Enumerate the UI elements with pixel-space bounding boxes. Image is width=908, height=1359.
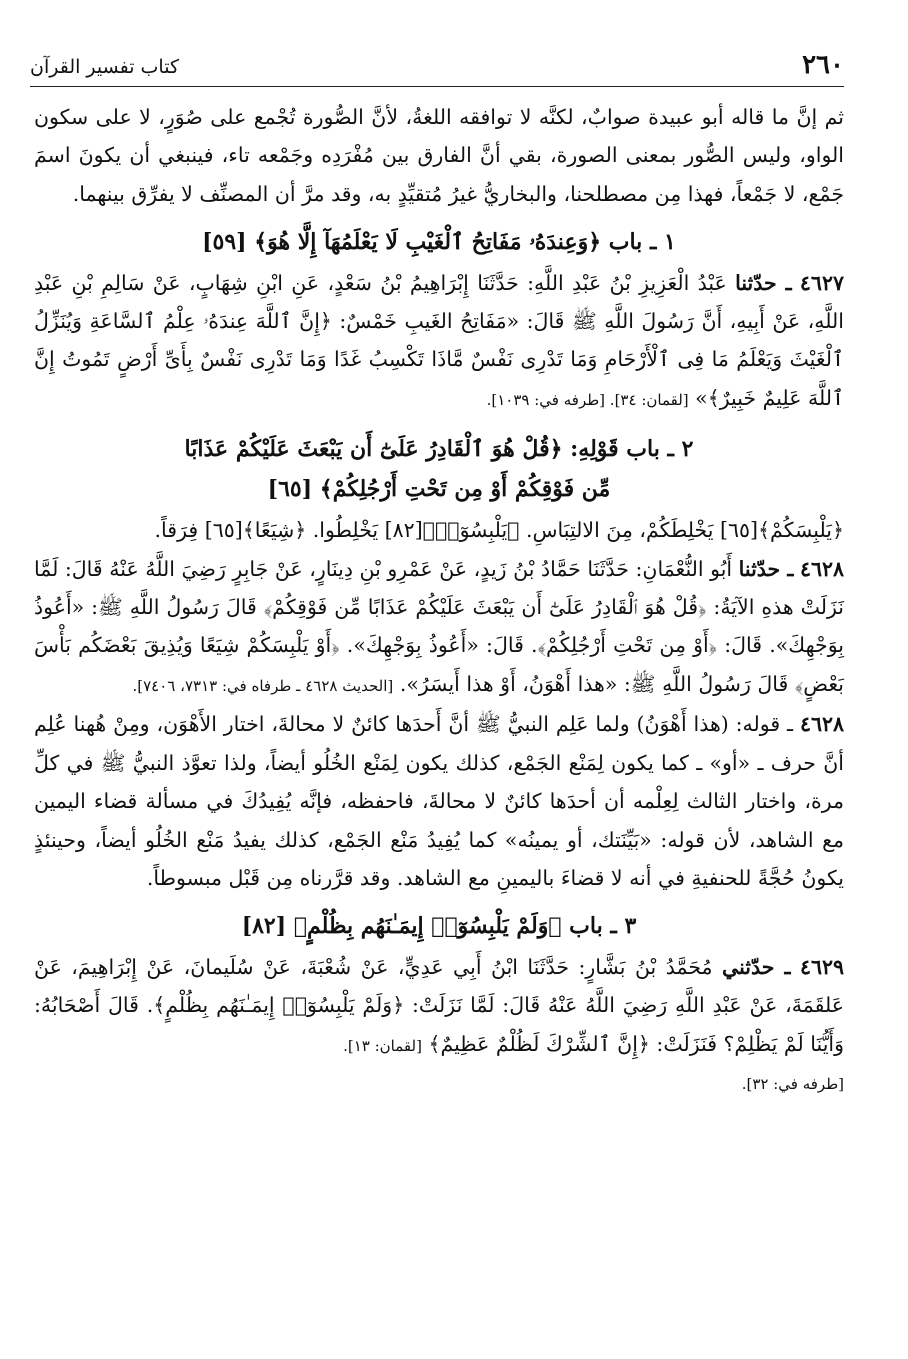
hadith-narration-opener: ـ حدّثنا — [738, 556, 794, 581]
commentary-text: ـ قوله: (هذا أَهْوَنُ) ولما عَلِم النبيُّ ﷺ أنَّ أَحدَها كائنٌ لا محالةَ، اختار الأَهْوَن، ومِنْ هُهنا عُلِم أنَّ حرف ـ «أو» ـ كما يكون لِمَنْع الجَمْع، كذلك يكون لِمَنْع الخُلُو أيضاً، ولذا تعوَّذ النبيُّ ﷺ في كلِّ مرة، واختار الثالث لِعِلْمه أن أحدَها كائنٌ لا محالةَ، فاحفظه، فإنَّه يُفِيدُكَ في مسألة قضاء اليمين مع الشاهد، لأن قوله: «بَيِّنَتك، أو يمينُه» كما يُفِيدُ مَنْع الجَمْع، كذلك يفيدُ مَنْع الخُلُو أيضاً، وحينئذٍ يكونُ حُجَّةً للحنفيةِ في أنه لا قضاءَ باليمينِ مع الشاهد. وقد قرَّرناه مِن قَبْل مبسوطاً. — [34, 712, 844, 890]
chapter-heading-3: ٣ ـ باب ﴿وَلَمْ يَلْبِسُوٓا۟ إِيمَـٰنَهُم بِظُلْمٍ﴾ [٨٢] — [241, 913, 637, 940]
page-header — [30, 46, 844, 87]
hadith-number: ٤٦٢٩ — [799, 954, 844, 979]
hadith-4627 — [34, 264, 844, 420]
word-gloss: ﴿يَلْبِسَكُمْ﴾[٦٥] يَخْلِطَكُمْ، مِنَ الالتِبَاسِ. ﴿يَلْبِسُوٓا۟﴾[٨٢] يَخْلِطُوا. ﴿شِيَعًا﴾[٦٥] فِرَقاً. — [154, 518, 844, 543]
chapter-heading-1: ١ ـ باب ﴿وَعِندَهُۥ مَفَاتِحُ ٱلْغَيْبِ لَا يَعْلَمُهَآ إِلَّا هُوَ﴾ [٥٩] — [202, 229, 676, 256]
page-number: ٢٦٠ — [802, 50, 844, 80]
hadith-reference: [لقمان: ١٣]. — [343, 1036, 422, 1055]
hadith-cross-reference: [طرفه في: ٣٢]. — [741, 1074, 844, 1093]
hadith-text: عَبْدُ الْعَزِيزِ بْنُ عَبْدِ اللَّهِ: حَدَّثَنَا إِبْرَاهِيمُ بْنُ سَعْدٍ، عَنِ ابْنِ شِهَابٍ، عَنْ سَالِمِ بْنِ عَبْدِ اللَّهِ، عَنْ أَبِيهِ، أَنَّ رَسُولَ اللَّهِ ﷺ قَالَ: «مَفَاتِحُ الغَيبِ خَمْسٌ: ﴿إِنَّ ٱللَّهَ عِندَهُۥ عِلْمُ ٱلسَّاعَةِ وَيُنَزِّلُ ٱلْغَيْثَ وَيَعْلَمُ مَا فِى ٱلْأَرْحَامِ وَمَا تَدْرِى نَفْسٌ مَّاذَا تَكْسِبُ غَدًا وَمَا تَدْرِى نَفْسٌ بِأَىِّ أَرْضٍ تَمُوتُ إِنَّ ٱللَّهَ عَلِيمٌ خَبِيرٌ﴾» — [34, 270, 844, 410]
page-body — [34, 98, 844, 1103]
hadith-number: ٤٦٢٧ — [799, 270, 844, 295]
hadith-number: ٤٦٢٨ — [799, 556, 844, 581]
chapter-heading-2-line-1: ٢ ـ باب قَوْلِهِ: ﴿قُلْ هُوَ ٱلْقَادِرُ عَلَىٰٓ أَن يَبْعَثَ عَلَيْكُمْ عَذَابًا — [184, 436, 694, 463]
hadith-4628 — [34, 550, 844, 706]
book-title: كتاب تفسير القرآن — [30, 56, 179, 78]
hadith-narration-opener: ـ حدّثني — [721, 954, 791, 979]
hadith-narration-opener: ـ حدّثنا — [735, 270, 792, 295]
intro-paragraph: ثم إنَّ ما قاله أبو عبيدة صوابٌ، لكنَّه لا توافقه اللغةُ، لأنَّ الصُّورة تُجْمع على صُوَرٍ، لا على سكون الواو، وليس الصُّور بمعنى الصورة، بقي أنَّ الفارق بين مُفْرَدِه وجَمْعه تاء، فينبغي أن يكونَ اسمَ جَمْع، لا جَمْعاً، فهذا مِن مصطلحنا، والبخاريُّ غيرُ مُتقيِّدٍ به، وقد مرَّ أن المصنِّف لا يفرِّق بينهما. — [34, 105, 844, 206]
hadith-4629 — [34, 948, 844, 1065]
commentary-number: ٤٦٢٨ — [799, 712, 844, 737]
commentary-4628 — [34, 705, 844, 897]
hadith-reference: [الحديث ٤٦٢٨ ـ طرفاه في: ٧٣١٣، ٧٤٠٦]. — [132, 676, 394, 695]
hadith-text: أَبُو النُّعْمَانِ: حَدَّثَنَا حَمَّادُ بْنُ زَيدٍ، عَنْ عَمْرِو بْنِ دِينَارٍ، عَنْ جَابِرٍ رَضِيَ اللَّهُ عَنْهُ قَالَ: لَمَّا نَزَلَتْ هذهِ الآيَةُ: ﴿قُلْ هُوَ ٱلْقَادِرُ عَلَىٰٓ أَن يَبْعَثَ عَلَيْكُمْ عَذَابًا مِّن فَوْقِكُمْ﴾ قَالَ رَسُولُ اللَّهِ ﷺ: «أَعُوذُ بِوَجْهِكَ». قَالَ: ﴿أَوْ مِن تَحْتِ أَرْجُلِكُمْ﴾. قَالَ: «أَعُوذُ بِوَجْهِكَ». ﴿أَوْ يَلْبِسَكُمْ شِيَعًا وَيُذِيقَ بَعْضَكُم بَأْسَ بَعْضٍ﴾ قَالَ رَسُولُ اللَّهِ ﷺ: «هذا أَهْوَنُ، أَوْ هذا أَيسَرُ». — [34, 556, 844, 696]
hadith-text: مُحَمَّدُ بْنُ بَشَّارٍ: حَدَّثَنَا ابْنُ أَبِي عَدِيٍّ، عَنْ شُعْبَةَ، عَنْ سُلَيمانَ، عَنْ إِبْرَاهِيمَ، عَنْ عَلقَمَةَ، عَنْ عَبْدِ اللَّهِ رَضِيَ اللَّهُ عَنْهُ قَالَ: لَمَّا نَزَلَتْ: ﴿وَلَمْ يَلْبِسُوٓا۟ إِيمَـٰنَهُم بِظُلْمٍ﴾. قَالَ أَصْحَابُهُ: وَأَيُّنَا لَمْ يَظْلِمْ؟ فَنَزَلَتْ: ﴿إِنَّ ٱلشِّرْكَ لَظُلْمٌ عَظِيمٌ﴾ — [34, 954, 844, 1056]
hadith-reference: [لقمان: ٣٤]. [طرفه في: ١٠٣٩]. — [486, 390, 689, 409]
chapter-heading-2-line-2: مِّن فَوْقِكُمْ أَوْ مِن تَحْتِ أَرْجُلِكُمْ﴾ [٦٥] — [267, 476, 611, 503]
chapter-heading-2 — [34, 429, 844, 509]
